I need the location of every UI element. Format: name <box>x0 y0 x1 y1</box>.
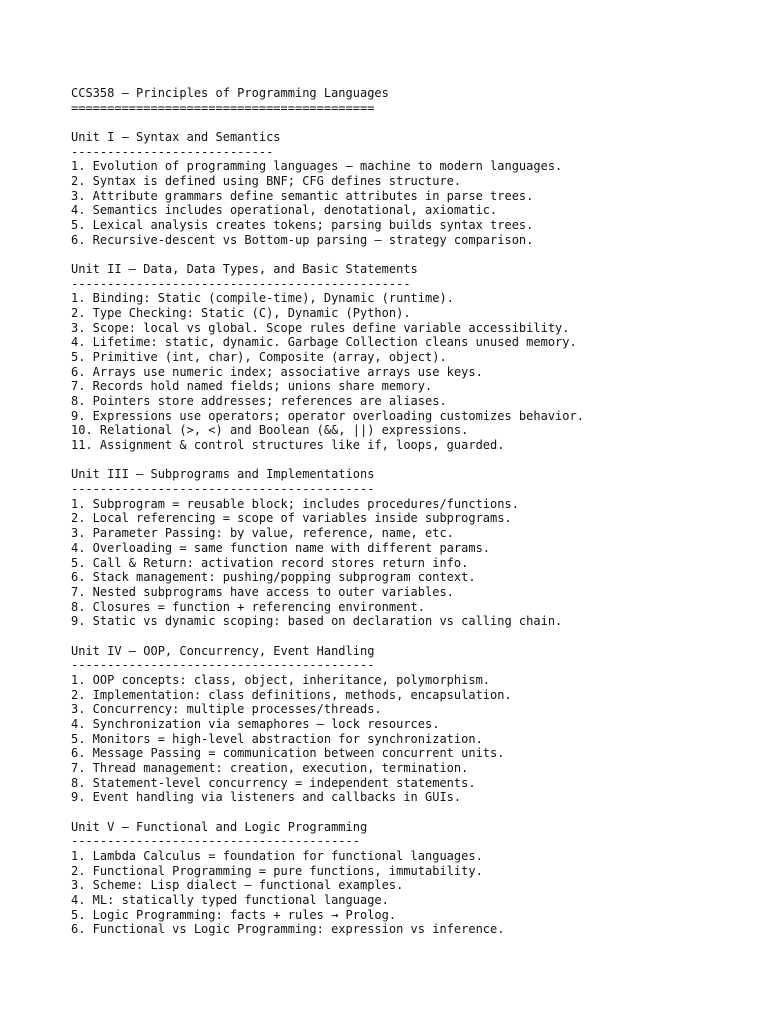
list-item: 4. Synchronization via semaphores – lock resources. <box>71 716 440 731</box>
unit-heading: Unit III – Subprograms and Implementations <box>71 467 375 482</box>
list-item: 8. Closures = function + referencing environment. <box>71 599 426 614</box>
list-item: 3. Scope: local vs global. Scope rules define variable accessibility. <box>71 320 570 335</box>
list-item: 2. Implementation: class definitions, methods, encapsulation. <box>71 687 512 702</box>
list-item: 1. OOP concepts: class, object, inheritance, polymorphism. <box>71 672 491 687</box>
document-title: CCS358 – Principles of Programming Languages <box>71 86 389 100</box>
list-item: 5. Call & Return: activation record stores return info. <box>71 555 469 570</box>
list-item: 9. Event handling via listeners and callbacks in GUIs. <box>71 790 462 805</box>
list-item: 1. Subprogram = reusable block; includes procedures/functions. <box>71 496 519 511</box>
list-item: 4. Lifetime: static, dynamic. Garbage Collection cleans unused memory. <box>71 335 577 350</box>
unit-heading: Unit V – Functional and Logic Programming <box>71 819 368 834</box>
spacer <box>71 453 751 468</box>
document-page <box>71 86 751 937</box>
spacer <box>71 247 751 262</box>
unit-underline: ----------------------------------------------- <box>71 276 411 291</box>
list-item: 3. Concurrency: multiple processes/threads. <box>71 702 382 717</box>
list-item: 1. Evolution of programming languages – machine to modern languages. <box>71 159 563 174</box>
list-item: 5. Logic Programming: facts + rules → Prolog. <box>71 907 397 922</box>
unit-section <box>71 644 751 805</box>
list-item: 9. Expressions use operators; operator overloading customizes behavior. <box>71 408 584 423</box>
list-item: 2. Local referencing = scope of variables inside subprograms. <box>71 511 512 526</box>
unit-underline: ------------------------------------------ <box>71 658 375 673</box>
list-item: 8. Pointers store addresses; references are aliases. <box>71 394 447 409</box>
list-item: 4. Semantics includes operational, denotational, axiomatic. <box>71 203 498 218</box>
unit-section <box>71 820 751 937</box>
spacer <box>71 115 751 130</box>
list-item: 6. Stack management: pushing/popping subprogram context. <box>71 570 476 585</box>
list-item: 1. Lambda Calculus = foundation for functional languages. <box>71 848 483 863</box>
unit-section <box>71 130 751 247</box>
list-item: 7. Thread management: creation, execution, termination. <box>71 760 469 775</box>
list-item: 9. Static vs dynamic scoping: based on declaration vs calling chain. <box>71 614 563 629</box>
list-item: 1. Binding: Static (compile-time), Dynamic (runtime). <box>71 291 454 306</box>
list-item: 3. Parameter Passing: by value, reference, name, etc. <box>71 526 454 541</box>
spacer <box>71 629 751 644</box>
list-item: 8. Statement-level concurrency = independent statements. <box>71 775 476 790</box>
unit-heading: Unit IV – OOP, Concurrency, Event Handling <box>71 643 375 658</box>
list-item: 4. ML: statically typed functional language. <box>71 892 389 907</box>
list-item: 5. Primitive (int, char), Composite (array, object). <box>71 350 447 365</box>
unit-underline: ---------------------------------------- <box>71 834 360 849</box>
list-item: 6. Recursive-descent vs Bottom-up parsing – strategy comparison. <box>71 232 534 247</box>
list-item: 11. Assignment & control structures like if, loops, guarded. <box>71 438 505 453</box>
unit-underline: ------------------------------------------ <box>71 482 375 497</box>
list-item: 3. Attribute grammars define semantic attributes in parse trees. <box>71 188 534 203</box>
list-item: 5. Lexical analysis creates tokens; parsing builds syntax trees. <box>71 218 534 233</box>
list-item: 4. Overloading = same function name with different params. <box>71 540 491 555</box>
list-item: 6. Arrays use numeric index; associative arrays use keys. <box>71 364 483 379</box>
list-item: 6. Message Passing = communication between concurrent units. <box>71 746 505 761</box>
list-item: 7. Nested subprograms have access to outer variables. <box>71 584 454 599</box>
list-item: 5. Monitors = high-level abstraction for synchronization. <box>71 731 483 746</box>
unit-heading: Unit I – Syntax and Semantics <box>71 130 281 145</box>
list-item: 2. Functional Programming = pure functions, immutability. <box>71 863 483 878</box>
list-item: 2. Type Checking: Static (C), Dynamic (Python). <box>71 306 411 321</box>
list-item: 7. Records hold named fields; unions share memory. <box>71 379 433 394</box>
unit-section <box>71 467 751 628</box>
unit-section <box>71 262 751 453</box>
list-item: 6. Functional vs Logic Programming: expression vs inference. <box>71 922 505 937</box>
spacer <box>71 805 751 820</box>
unit-underline: ---------------------------- <box>71 144 274 159</box>
unit-heading: Unit II – Data, Data Types, and Basic Statements <box>71 262 418 277</box>
list-item: 3. Scheme: Lisp dialect – functional examples. <box>71 878 404 893</box>
list-item: 10. Relational (>, <) and Boolean (&&, ||) expressions. <box>71 423 469 438</box>
list-item: 2. Syntax is defined using BNF; CFG defines structure. <box>71 174 462 189</box>
title-underline: ========================================== <box>71 100 375 115</box>
